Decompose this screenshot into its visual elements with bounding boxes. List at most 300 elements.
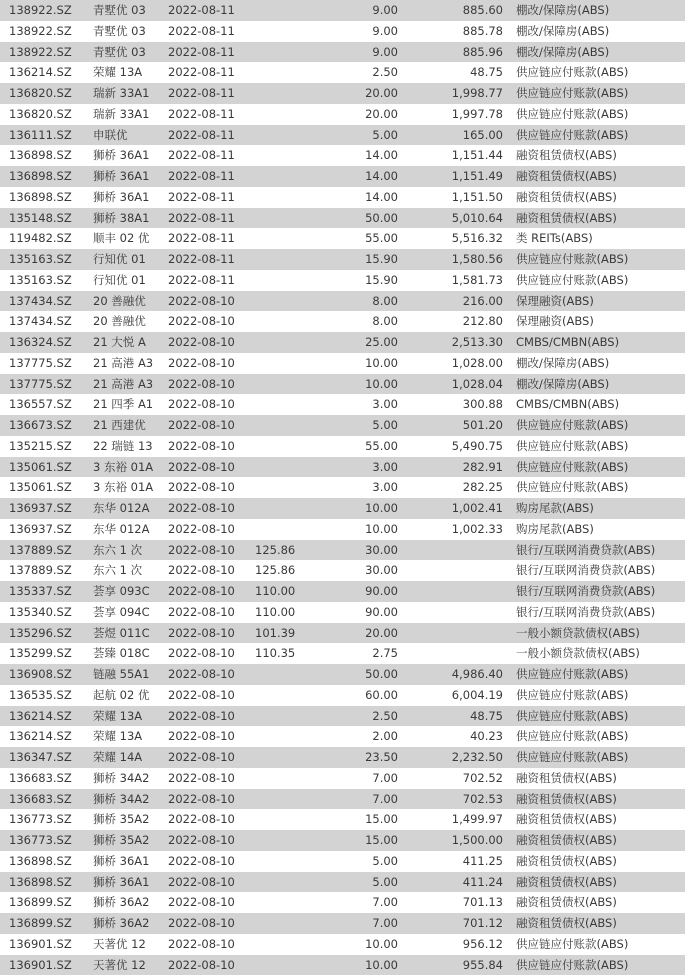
volume-cell: 55.00 (365, 438, 398, 453)
amount-cell: 1,002.33 (451, 521, 503, 536)
bond-name-cell: 申联优 (93, 127, 128, 142)
amount-cell: 212.80 (462, 314, 503, 329)
bond-name-cell: 狮桥 36A1 (93, 874, 150, 889)
trade-date-cell: 2022-08-10 (168, 667, 235, 681)
bond-code-cell: 135296.SZ (9, 625, 72, 640)
bond-code-cell: 138922.SZ (9, 23, 72, 38)
table-row (0, 187, 685, 208)
volume-cell: 50.00 (365, 210, 398, 225)
asset-type-cell: 融资租赁债权(ABS) (516, 148, 617, 163)
table-row (0, 726, 685, 747)
bond-code-cell: 136683.SZ (9, 770, 72, 785)
volume-cell: 5.00 (372, 874, 398, 889)
volume-cell: 2.75 (372, 646, 398, 661)
asset-type-cell: 融资租赁债权(ABS) (516, 791, 617, 806)
trade-date-cell: 2022-08-11 (168, 169, 235, 183)
bond-name-cell: 21 大悦 A (93, 335, 146, 349)
amount-cell: 5,516.32 (451, 231, 503, 246)
trade-date-cell: 2022-08-10 (168, 729, 235, 744)
price-cell (255, 145, 315, 166)
bond-name-cell: 21 西建优 (93, 418, 146, 432)
price-cell (255, 913, 315, 934)
bond-name-cell: 狮桥 36A2 (93, 895, 150, 910)
price-cell: 125.86 (255, 542, 296, 557)
bond-name-cell: 顺丰 02 优 (93, 231, 150, 246)
amount-cell: 956.12 (462, 936, 503, 951)
asset-type-cell: 融资租赁债权(ABS) (516, 853, 617, 868)
price-cell: 110.00 (255, 584, 296, 598)
bond-name-cell: 荣耀 13A (93, 729, 143, 744)
asset-type-cell: 棚改/保障房(ABS) (516, 355, 610, 370)
trade-date-cell: 2022-08-11 (168, 65, 235, 80)
volume-cell: 2.50 (372, 65, 398, 80)
asset-type-cell: 供应链应付账款(ABS) (516, 729, 629, 744)
table-row (0, 394, 685, 415)
price-cell (255, 208, 315, 229)
bond-name-cell: 行知优 01 (93, 252, 146, 266)
volume-cell: 3.00 (372, 397, 398, 412)
price-cell (255, 125, 315, 146)
price-cell (255, 706, 315, 727)
amount-cell: 1,580.56 (451, 252, 503, 266)
bond-code-cell: 135163.SZ (9, 252, 72, 266)
table-row (0, 623, 685, 644)
bond-code-cell: 136898.SZ (9, 874, 72, 889)
volume-cell: 9.00 (372, 44, 398, 59)
bond-name-cell: 行知优 01 (93, 272, 146, 287)
bond-code-cell: 137434.SZ (9, 314, 72, 329)
asset-type-cell: 供应链应付账款(ABS) (516, 438, 629, 453)
asset-type-cell: CMBS/CMBN(ABS) (516, 335, 620, 349)
trade-date-cell: 2022-08-10 (168, 833, 235, 847)
volume-cell: 5.00 (372, 418, 398, 432)
table-row (0, 270, 685, 291)
trade-date-cell: 2022-08-10 (168, 335, 235, 349)
amount-cell: 702.53 (462, 791, 503, 806)
table-row (0, 83, 685, 104)
amount-cell: 4,986.40 (451, 667, 503, 681)
trade-date-cell: 2022-08-10 (168, 314, 235, 329)
volume-cell: 9.00 (372, 3, 398, 17)
volume-cell: 90.00 (365, 604, 398, 619)
bond-code-cell: 136773.SZ (9, 833, 72, 847)
amount-cell: 501.20 (462, 418, 503, 432)
table-row (0, 21, 685, 42)
asset-type-cell: 融资租赁债权(ABS) (516, 895, 617, 910)
price-cell (255, 42, 315, 63)
price-cell (255, 955, 315, 976)
bond-name-cell: 青墅优 03 (93, 3, 146, 17)
price-cell (255, 934, 315, 955)
amount-cell: 885.78 (462, 23, 503, 38)
amount-cell: 1,028.04 (451, 376, 503, 391)
table-row (0, 872, 685, 893)
asset-type-cell: 银行/互联网消费贷款(ABS) (516, 584, 656, 598)
price-cell (255, 104, 315, 125)
bond-code-cell: 136937.SZ (9, 501, 72, 515)
volume-cell: 5.00 (372, 127, 398, 142)
price-cell (255, 519, 315, 540)
price-cell: 125.86 (255, 563, 296, 578)
volume-cell: 30.00 (365, 542, 398, 557)
bond-code-cell: 135061.SZ (9, 480, 72, 495)
asset-type-cell: 供应链应付账款(ABS) (516, 418, 629, 432)
volume-cell: 8.00 (372, 293, 398, 308)
price-cell (255, 332, 315, 353)
price-cell (255, 789, 315, 810)
amount-cell: 2,232.50 (451, 750, 503, 764)
asset-type-cell: 一般小额贷款债权(ABS) (516, 625, 640, 640)
volume-cell: 10.00 (365, 521, 398, 536)
price-cell (255, 436, 315, 457)
bond-code-cell: 135299.SZ (9, 646, 72, 661)
bond-name-cell: 青墅优 03 (93, 44, 146, 59)
bond-code-cell: 136324.SZ (9, 335, 72, 349)
trade-date-cell: 2022-08-10 (168, 355, 235, 370)
table-row (0, 955, 685, 976)
price-cell (255, 311, 315, 332)
asset-type-cell: 棚改/保障房(ABS) (516, 376, 610, 391)
volume-cell: 55.00 (365, 231, 398, 246)
bond-name-cell: 20 善融优 (93, 314, 146, 329)
trade-date-cell: 2022-08-10 (168, 625, 235, 640)
amount-cell: 5,490.75 (451, 438, 503, 453)
asset-type-cell: 棚改/保障房(ABS) (516, 3, 610, 17)
asset-type-cell: 供应链应付账款(ABS) (516, 272, 629, 287)
table-row (0, 436, 685, 457)
bond-name-cell: 狮桥 36A1 (93, 169, 150, 183)
volume-cell: 10.00 (365, 936, 398, 951)
bond-name-cell: 21 高港 A3 (93, 376, 154, 391)
trade-date-cell: 2022-08-11 (168, 272, 235, 287)
asset-type-cell: 融资租赁债权(ABS) (516, 169, 617, 183)
bond-name-cell: 22 瑞链 13 (93, 438, 153, 453)
table-row (0, 208, 685, 229)
amount-cell: 48.75 (470, 65, 503, 80)
asset-type-cell: 供应链应付账款(ABS) (516, 86, 629, 100)
bond-name-cell: 3 东裕 01A (93, 480, 154, 495)
asset-type-cell: 融资租赁债权(ABS) (516, 812, 617, 827)
table-row (0, 104, 685, 125)
amount-cell: 885.60 (462, 3, 503, 17)
price-cell (255, 187, 315, 208)
bond-code-cell: 135337.SZ (9, 584, 72, 598)
amount-cell: 955.84 (462, 957, 503, 972)
volume-cell: 14.00 (365, 148, 398, 163)
asset-type-cell: 银行/互联网消费贷款(ABS) (516, 604, 656, 619)
amount-cell: 1,998.77 (451, 86, 503, 100)
asset-type-cell: 供应链应付账款(ABS) (516, 936, 629, 951)
table-row (0, 62, 685, 83)
amount-cell: 1,151.49 (451, 169, 503, 183)
asset-type-cell: 供应链应付账款(ABS) (516, 480, 629, 495)
volume-cell: 15.90 (365, 252, 398, 266)
bond-code-cell: 135148.SZ (9, 210, 72, 225)
price-cell (255, 457, 315, 478)
table-row (0, 498, 685, 519)
bond-name-cell: 青墅优 03 (93, 23, 146, 38)
price-cell (255, 291, 315, 312)
price-cell (255, 498, 315, 519)
amount-cell (430, 623, 503, 644)
bond-code-cell: 135163.SZ (9, 272, 72, 287)
asset-type-cell: 供应链应付账款(ABS) (516, 708, 629, 723)
bond-name-cell: 东六 1 次 (93, 542, 143, 557)
table-row (0, 0, 685, 21)
trade-date-cell: 2022-08-10 (168, 874, 235, 889)
bond-code-cell: 135215.SZ (9, 438, 72, 453)
bond-name-cell: 狮桥 36A1 (93, 189, 150, 204)
asset-type-cell: 供应链应付账款(ABS) (516, 65, 629, 80)
asset-type-cell: 供应链应付账款(ABS) (516, 459, 629, 474)
amount-cell (430, 540, 503, 561)
bond-code-cell: 137889.SZ (9, 542, 72, 557)
bond-name-cell: 瑞新 33A1 (93, 106, 150, 121)
bond-code-cell: 136898.SZ (9, 189, 72, 204)
bond-name-cell: 天著优 12 (93, 936, 146, 951)
bond-code-cell: 136937.SZ (9, 521, 72, 536)
price-cell (255, 851, 315, 872)
amount-cell (430, 560, 503, 581)
trade-date-cell: 2022-08-11 (168, 231, 235, 246)
bond-name-cell: 狮桥 34A2 (93, 791, 150, 806)
price-cell: 110.35 (255, 646, 296, 661)
trade-date-cell: 2022-08-11 (168, 44, 235, 59)
asset-type-cell: 购房尾款(ABS) (516, 501, 594, 515)
bond-name-cell: 狮桥 36A1 (93, 853, 150, 868)
trade-date-cell: 2022-08-10 (168, 376, 235, 391)
bond-code-cell: 136899.SZ (9, 916, 72, 930)
asset-type-cell: 供应链应付账款(ABS) (516, 687, 629, 702)
table-row (0, 664, 685, 685)
price-cell (255, 0, 315, 21)
volume-cell: 2.00 (372, 729, 398, 744)
amount-cell: 1,499.97 (451, 812, 503, 827)
bond-name-cell: 荣耀 13A (93, 65, 143, 80)
price-cell (255, 374, 315, 395)
price-cell (255, 83, 315, 104)
table-row (0, 706, 685, 727)
volume-cell: 20.00 (365, 86, 398, 100)
price-cell (255, 809, 315, 830)
bond-code-cell: 138922.SZ (9, 3, 72, 17)
amount-cell: 6,004.19 (451, 687, 503, 702)
bond-name-cell: 荟臻 018C (93, 646, 150, 661)
bond-name-cell: 起航 02 优 (93, 687, 150, 702)
bond-code-cell: 136898.SZ (9, 169, 72, 183)
amount-cell: 48.75 (470, 708, 503, 723)
volume-cell: 14.00 (365, 189, 398, 204)
asset-type-cell: 供应链应付账款(ABS) (516, 667, 629, 681)
trade-date-cell: 2022-08-11 (168, 86, 235, 100)
price-cell: 101.39 (255, 625, 296, 640)
price-cell (255, 872, 315, 893)
table-row (0, 519, 685, 540)
bond-code-cell: 137775.SZ (9, 355, 72, 370)
volume-cell: 15.00 (365, 812, 398, 827)
trade-date-cell: 2022-08-11 (168, 127, 235, 142)
table-row (0, 602, 685, 623)
bond-code-cell: 136683.SZ (9, 791, 72, 806)
bond-code-cell: 136901.SZ (9, 957, 72, 972)
amount-cell: 40.23 (470, 729, 503, 744)
table-row (0, 643, 685, 664)
volume-cell: 15.90 (365, 272, 398, 287)
asset-type-cell: 保理融资(ABS) (516, 314, 594, 329)
price-cell (255, 664, 315, 685)
bond-name-cell: 狮桥 35A2 (93, 812, 150, 827)
trade-date-cell: 2022-08-11 (168, 252, 235, 266)
bond-code-cell: 136214.SZ (9, 729, 72, 744)
volume-cell: 15.00 (365, 833, 398, 847)
volume-cell: 23.50 (365, 750, 398, 764)
amount-cell: 411.24 (462, 874, 503, 889)
volume-cell: 10.00 (365, 957, 398, 972)
amount-cell: 216.00 (462, 293, 503, 308)
trade-date-cell: 2022-08-11 (168, 106, 235, 121)
table-row (0, 166, 685, 187)
table-row (0, 42, 685, 63)
table-row (0, 581, 685, 602)
price-cell (255, 249, 315, 270)
asset-type-cell: CMBS/CMBN(ABS) (516, 397, 620, 412)
price-cell (255, 21, 315, 42)
trade-date-cell: 2022-08-10 (168, 459, 235, 474)
trade-date-cell: 2022-08-10 (168, 501, 235, 515)
bond-code-cell: 136901.SZ (9, 936, 72, 951)
trade-date-cell: 2022-08-10 (168, 853, 235, 868)
bond-name-cell: 20 善融优 (93, 293, 146, 308)
volume-cell: 20.00 (365, 625, 398, 640)
amount-cell: 701.12 (462, 916, 503, 930)
bond-code-cell: 137889.SZ (9, 563, 72, 578)
table-row (0, 768, 685, 789)
price-cell (255, 166, 315, 187)
bond-code-cell: 136908.SZ (9, 667, 72, 681)
bond-name-cell: 21 高港 A3 (93, 355, 154, 370)
amount-cell: 1,500.00 (451, 833, 503, 847)
asset-type-cell: 融资租赁债权(ABS) (516, 874, 617, 889)
trade-date-cell: 2022-08-11 (168, 189, 235, 204)
price-cell: 110.00 (255, 604, 296, 619)
amount-cell: 1,028.00 (451, 355, 503, 370)
asset-type-cell: 棚改/保障房(ABS) (516, 44, 610, 59)
table-row (0, 540, 685, 561)
table-row (0, 913, 685, 934)
amount-cell: 1,002.41 (451, 501, 503, 515)
bond-code-cell: 135061.SZ (9, 459, 72, 474)
amount-cell: 885.96 (462, 44, 503, 59)
bond-name-cell: 链融 55A1 (93, 667, 150, 681)
bond-code-cell: 136214.SZ (9, 65, 72, 80)
bond-name-cell: 狮桥 34A2 (93, 770, 150, 785)
bond-code-cell: 136557.SZ (9, 397, 72, 412)
asset-type-cell: 供应链应付账款(ABS) (516, 127, 629, 142)
amount-cell (430, 581, 503, 602)
table-row (0, 685, 685, 706)
trade-date-cell: 2022-08-10 (168, 687, 235, 702)
bond-name-cell: 天著优 12 (93, 957, 146, 972)
asset-type-cell: 供应链应付账款(ABS) (516, 106, 629, 121)
amount-cell: 1,151.50 (451, 189, 503, 204)
table-row (0, 249, 685, 270)
asset-type-cell: 融资租赁债权(ABS) (516, 833, 617, 847)
volume-cell: 30.00 (365, 563, 398, 578)
bond-name-cell: 狮桥 35A2 (93, 833, 150, 847)
price-cell (255, 394, 315, 415)
asset-type-cell: 融资租赁债权(ABS) (516, 770, 617, 785)
trade-date-cell: 2022-08-10 (168, 584, 235, 598)
trade-date-cell: 2022-08-10 (168, 604, 235, 619)
trade-date-cell: 2022-08-11 (168, 210, 235, 225)
trade-date-cell: 2022-08-10 (168, 708, 235, 723)
volume-cell: 14.00 (365, 169, 398, 183)
table-row (0, 415, 685, 436)
bond-name-cell: 狮桥 38A1 (93, 210, 150, 225)
bond-code-cell: 136898.SZ (9, 853, 72, 868)
table-row (0, 789, 685, 810)
asset-type-cell: 供应链应付账款(ABS) (516, 750, 629, 764)
table-row (0, 332, 685, 353)
trade-date-cell: 2022-08-10 (168, 521, 235, 536)
amount-cell: 282.91 (462, 459, 503, 474)
trade-date-cell: 2022-08-10 (168, 646, 235, 661)
bond-name-cell: 东六 1 次 (93, 563, 143, 578)
amount-cell: 282.25 (462, 480, 503, 495)
volume-cell: 10.00 (365, 355, 398, 370)
table-row (0, 374, 685, 395)
volume-cell: 7.00 (372, 895, 398, 910)
volume-cell: 60.00 (365, 687, 398, 702)
price-cell (255, 726, 315, 747)
asset-type-cell: 供应链应付账款(ABS) (516, 252, 629, 266)
price-cell (255, 270, 315, 291)
bond-name-cell: 瑞新 33A1 (93, 86, 150, 100)
volume-cell: 10.00 (365, 376, 398, 391)
asset-type-cell: 银行/互联网消费贷款(ABS) (516, 542, 656, 557)
asset-type-cell: 融资租赁债权(ABS) (516, 210, 617, 225)
table-row (0, 291, 685, 312)
bond-code-cell: 136673.SZ (9, 418, 72, 432)
volume-cell: 50.00 (365, 667, 398, 681)
bond-code-cell: 138922.SZ (9, 44, 72, 59)
amount-cell (430, 643, 503, 664)
bond-code-cell: 136535.SZ (9, 687, 72, 702)
volume-cell: 7.00 (372, 770, 398, 785)
bond-name-cell: 荣耀 14A (93, 750, 143, 764)
asset-type-cell: 棚改/保障房(ABS) (516, 23, 610, 38)
price-cell (255, 892, 315, 913)
amount-cell: 5,010.64 (451, 210, 503, 225)
trade-date-cell: 2022-08-10 (168, 936, 235, 951)
volume-cell: 3.00 (372, 480, 398, 495)
trade-date-cell: 2022-08-10 (168, 480, 235, 495)
table-row (0, 809, 685, 830)
table-row (0, 851, 685, 872)
table-row (0, 457, 685, 478)
trade-date-cell: 2022-08-10 (168, 438, 235, 453)
bond-code-cell: 136214.SZ (9, 708, 72, 723)
trade-date-cell: 2022-08-11 (168, 148, 235, 163)
volume-cell: 2.50 (372, 708, 398, 723)
asset-type-cell: 供应链应付账款(ABS) (516, 957, 629, 972)
price-cell (255, 228, 315, 249)
price-cell (255, 830, 315, 851)
trade-date-cell: 2022-08-10 (168, 293, 235, 308)
price-cell (255, 768, 315, 789)
price-cell (255, 685, 315, 706)
volume-cell: 7.00 (372, 791, 398, 806)
